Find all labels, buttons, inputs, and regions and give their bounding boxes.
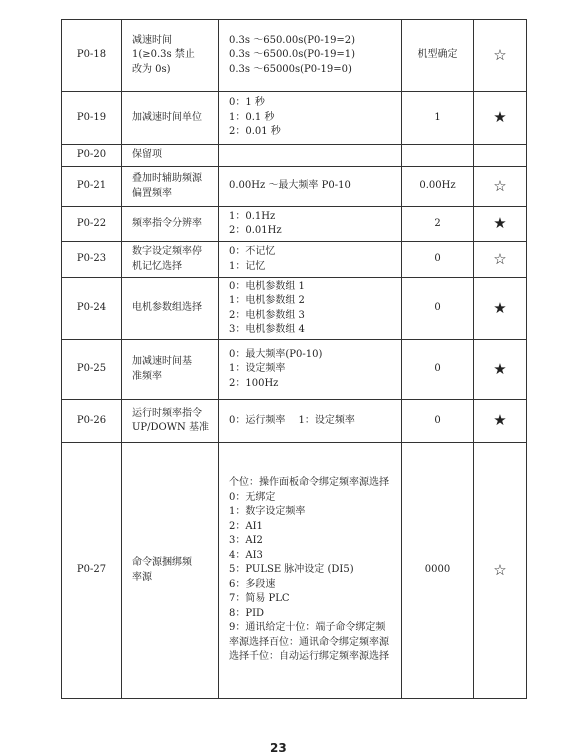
param-range-line: 8：PID [229,607,265,619]
param-default: 0 [402,400,474,443]
table-row [62,340,527,400]
param-range-line: 0：1 秒 [229,97,265,109]
table-row [62,20,527,92]
param-default: 0 [402,278,474,340]
param-range [219,20,402,92]
param-name [122,20,219,92]
parameter-table [61,19,527,699]
table-row [62,207,527,242]
param-default: 2 [402,207,474,242]
param-range-line: 0.3s ～6500.0s(P0-19=1) [229,49,356,61]
param-name [122,207,219,242]
param-name [122,92,219,145]
param-name [122,340,219,400]
param-range-line: 1：0.1Hz [229,210,276,222]
param-default: 0.00Hz [402,167,474,207]
param-name-line: 叠加时辅助频源 [132,173,202,184]
param-name-line: 率源 [132,571,152,583]
param-name-line: 机记忆选择 [132,260,182,272]
param-code: P0-26 [62,400,122,443]
param-default: 0 [402,340,474,400]
table-row [62,400,527,443]
param-range-line: 2：AI1 [229,520,263,532]
star-filled-icon: ★ [474,340,527,400]
param-range-line: 6：多段速 [229,578,276,590]
param-name-line: 加减速时间单位 [132,111,202,123]
param-range [219,242,402,278]
param-range [219,443,402,699]
param-range-line: 1：0.1 秒 [229,111,275,123]
param-name-line: 加减速时间基 [132,356,192,367]
param-name-line: UP/DOWN 基准 [132,422,209,433]
param-name-line: 频率指令分辨率 [132,217,202,229]
param-name-line: 电机参数组选择 [132,302,202,314]
param-name-line: 数字设定频率停 [132,246,202,257]
param-name-line: 命令源捆绑频 [132,557,192,568]
param-name-line: 改为 0s) [132,63,171,75]
star-outline-icon: ☆ [474,242,527,278]
param-range [219,400,402,443]
star-outline-icon: ☆ [474,443,527,699]
param-range-line: 率源选择百位：通讯命令绑定频率源 [229,636,389,648]
param-range-line: 2：100Hz [229,377,279,389]
param-code: P0-21 [62,167,122,207]
param-range [219,167,402,207]
param-range-line: 5：PULSE 脉冲设定 (DI5) [229,564,354,576]
param-range-line: 选择千位：自动运行绑定频率源选择 [229,651,389,663]
param-code: P0-18 [62,20,122,92]
param-range-line: 2：电机参数组 3 [229,309,305,321]
param-name [122,167,219,207]
param-name-line: 偏置频率 [132,187,172,199]
param-code: P0-19 [62,92,122,145]
param-name [122,145,219,167]
param-default: 机型确定 [402,20,474,92]
star-filled-icon: ★ [474,400,527,443]
param-range [219,340,402,400]
param-range [219,92,402,145]
star-outline-icon [474,145,527,167]
param-range [219,145,402,167]
table-row [62,242,527,278]
param-name-line: 1(≥0.3s 禁止 [132,49,195,61]
param-name-line: 保留项 [132,149,162,161]
param-range-line: 1：数字设定频率 [229,506,306,518]
param-name [122,400,219,443]
param-range-line: 0.00Hz ～最大频率 P0-10 [229,180,351,192]
param-default [402,145,474,167]
param-range-line: 9：通讯给定十位：端子命令绑定频 [229,622,386,634]
param-code: P0-25 [62,340,122,400]
param-name-line: 减速时间 [132,34,172,46]
param-range [219,278,402,340]
star-filled-icon: ★ [474,278,527,340]
param-range-line: 0：不记忆 [229,246,276,257]
param-range-line: 2：0.01Hz [229,225,282,236]
param-code: P0-24 [62,278,122,340]
param-code: P0-27 [62,443,122,699]
param-code: P0-20 [62,145,122,167]
param-name [122,242,219,278]
param-default: 0000 [402,443,474,699]
param-range-line: 3：电机参数组 4 [229,324,305,335]
param-name [122,443,219,699]
star-outline-icon: ☆ [474,167,527,207]
param-range-line: 1：记忆 [229,260,266,272]
page-number: 23 [270,741,287,755]
param-name-line: 运行时频率指令 [132,407,202,419]
table-row [62,167,527,207]
param-range-line: 1：电机参数组 2 [229,295,305,306]
star-filled-icon: ★ [474,92,527,145]
param-range-line: 个位：操作面板命令绑定频率源选择 [229,477,389,489]
star-filled-icon: ★ [474,207,527,242]
param-range-line: 0：电机参数组 1 [229,280,305,292]
table-row [62,145,527,167]
param-range-line: 4：AI3 [229,549,263,561]
param-default: 0 [402,242,474,278]
param-range-line: 0.3s ～65000s(P0-19=0) [229,63,352,75]
param-range-line: 7：简易 PLC [229,593,290,605]
param-range-line: 0.3s ～650.00s(P0-19=2) [229,34,356,46]
star-outline-icon: ☆ [474,20,527,92]
param-default: 1 [402,92,474,145]
param-range [219,207,402,242]
param-code: P0-22 [62,207,122,242]
parameter-table-body [62,20,527,699]
param-range-line: 0：运行频率 1：设定频率 [229,414,355,426]
param-range-line: 1：设定频率 [229,363,286,375]
param-range-line: 0：最大频率(P0-10) [229,348,323,360]
param-range-line: 0：无绑定 [229,491,276,503]
table-row [62,92,527,145]
param-range-line: 3：AI2 [229,535,263,547]
param-name [122,278,219,340]
table-row [62,443,527,699]
param-code: P0-23 [62,242,122,278]
param-range-line: 2：0.01 秒 [229,126,281,138]
table-row [62,278,527,340]
param-name-line: 准频率 [132,370,162,382]
